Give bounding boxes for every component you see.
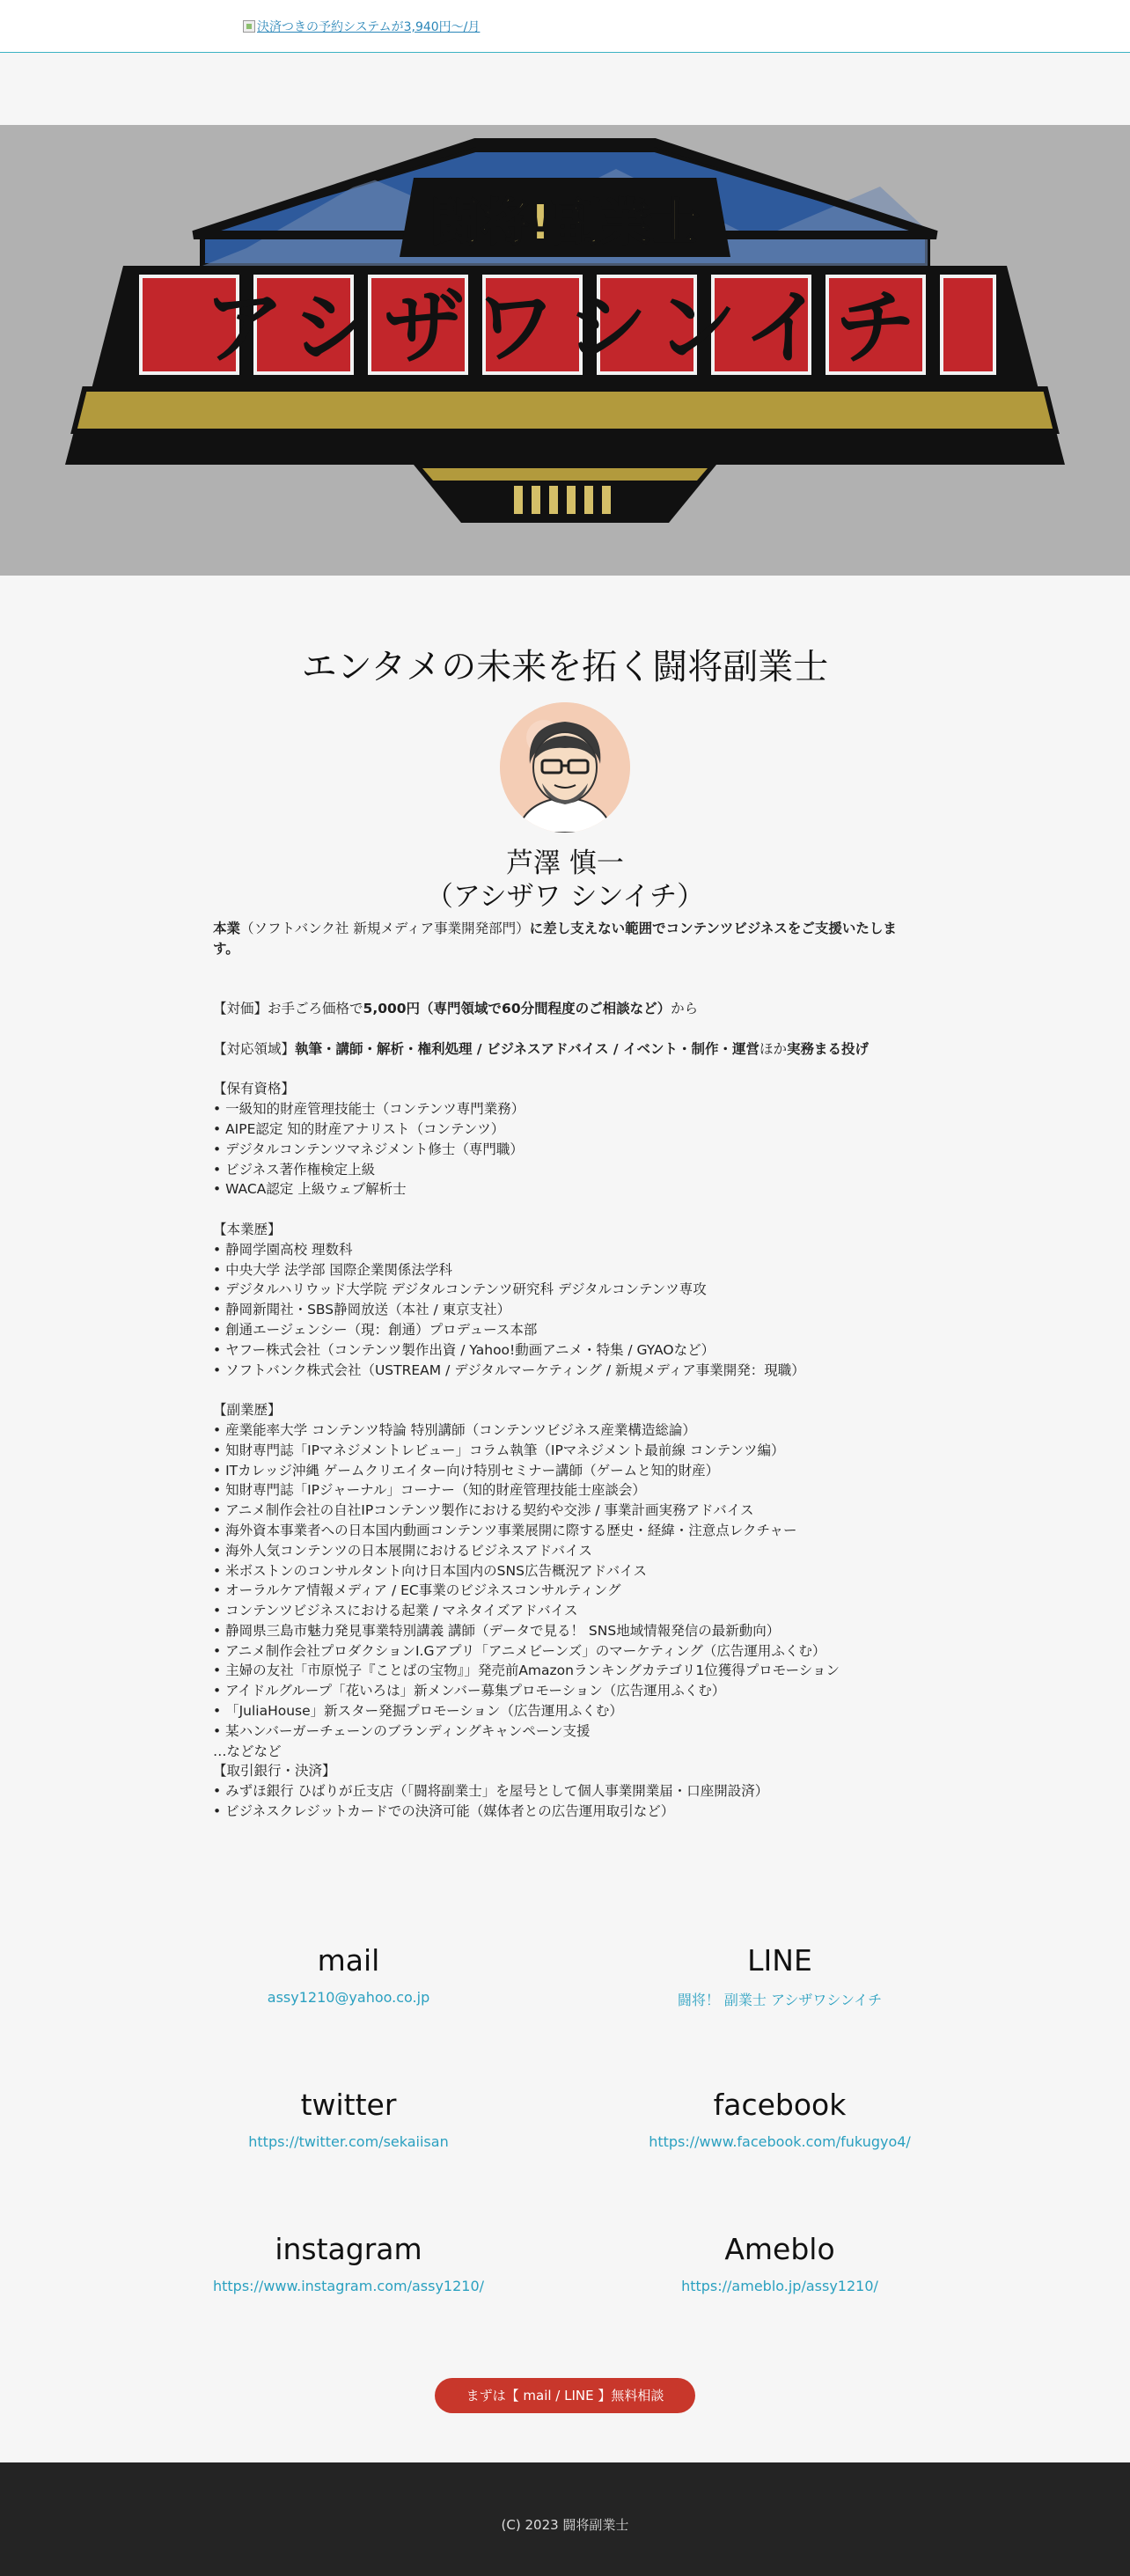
contact-instagram: [102, 2232, 595, 2294]
facebook-link[interactable]: https://www.facebook.com/fukugyo4/: [649, 2133, 911, 2150]
line-link[interactable]: 闘将！ 副業士 アシザワシンイチ: [677, 1992, 883, 2008]
ameblo-label: Ameblo: [724, 2232, 835, 2266]
instagram-label: instagram: [275, 2232, 422, 2266]
side-job-heading: 【副業歴】: [213, 1402, 282, 1419]
list-item: • 静岡新聞社・SBS静岡放送（本社 / 東京支社）: [213, 1302, 511, 1318]
avatar-illustration: [500, 702, 630, 833]
list-item: • 中央大学 法学部 国際企業関係法学科: [213, 1261, 452, 1278]
profile-name: [0, 847, 1130, 914]
list-item: • デジタルハリウッド大学院 デジタルコンテンツ研究科 デジタルコンテンツ専攻: [213, 1281, 707, 1298]
contact-facebook: [533, 2088, 1026, 2150]
list-item: • 一級知的財産管理技能士（コンテンツ専門業務）: [213, 1101, 525, 1118]
list-item: • 知財専門誌「IPジャーナル」コーナー（知的財産管理技能士座談会）: [213, 1482, 646, 1499]
hero-banner: [0, 125, 1130, 576]
list-item: • アニメ制作会社の自社IPコンテンツ製作における契約や交渉 / 事業計画実務アドバイス: [213, 1502, 754, 1519]
logo-gold-bar: [74, 389, 1056, 431]
list-item: • コンテンツビジネスにおける起業 / マネタイズアドバイス: [213, 1603, 578, 1619]
ameblo-link[interactable]: https://ameblo.jp/assy1210/: [681, 2278, 878, 2294]
list-item: • ビジネス著作権検定上級: [213, 1161, 376, 1178]
contact-mail: [102, 1943, 595, 2006]
instagram-link[interactable]: https://www.instagram.com/assy1210/: [212, 2278, 485, 2294]
top-bar: [0, 0, 1130, 53]
name-kanji: 芦澤 慎一: [506, 848, 624, 879]
list-item: • 創通エージェンシー（現：創通）プロデュース本部: [213, 1321, 538, 1338]
avatar: [500, 702, 630, 833]
list-item: • 海外人気コンテンツの日本展開におけるビジネスアドバイス: [213, 1542, 592, 1559]
name-kana: （アシザワ シンイチ）: [425, 881, 705, 913]
list-item: • アニメ制作会社プロダクションI.Gアプリ「アニメビーンズ」のマーケティング（広告運用ふくむ）: [213, 1642, 826, 1659]
list-item: • みずほ銀行 ひばりが丘支店（「闘将副業士」を屋号として個人事業開業届・口座開設済）: [213, 1783, 769, 1800]
copyright: (C) 2023 闘将副業士: [501, 2517, 629, 2533]
list-item: • 米ボストンのコンサルタント向け日本国内のSNS広告概況アドバイス: [213, 1562, 647, 1579]
domain-line: 【対応領域】執筆・講師・解析・権利処理 / ビジネスアドバイス / イベント・制作・運営ほか実務まる投げ: [213, 1040, 870, 1057]
list-item: • 産業能率大学 コンテンツ特論 特別講師（コンテンツビジネス産業構造総論）: [213, 1421, 696, 1438]
contact-line: [533, 1943, 1026, 2009]
qualification-list: [213, 1099, 917, 1200]
logo-small-text: 闘将!副業士: [430, 194, 700, 252]
logo-big-text: アシザワシンイチ: [203, 281, 927, 375]
facebook-label: facebook: [713, 2088, 847, 2122]
twitter-label: twitter: [300, 2088, 397, 2122]
qualification-heading: 【保有資格】: [213, 1081, 296, 1097]
mail-link[interactable]: assy1210@yahoo.co.jp: [267, 1989, 430, 2006]
list-item: • 主婦の友社「市原悦子『ことばの宝物』」発売前Amazonランキングカテゴリ1位獲得プロモーション: [213, 1662, 840, 1679]
profile-body: [213, 919, 917, 1822]
list-item: • AIPE認定 知的財産アナリスト（コンテンツ）: [213, 1120, 505, 1137]
broken-image-icon: [243, 20, 255, 33]
contact-ameblo: [533, 2232, 1026, 2294]
list-item: • デジタルコンテンツマネジメント修士（専門職）: [213, 1141, 524, 1157]
list-item: • ITカレッジ沖縄 ゲームクリエイター向け特別セミナー講師（ゲームと知的財産）: [213, 1462, 720, 1479]
bank-list: [213, 1781, 917, 1822]
line-label: LINE: [747, 1943, 812, 1978]
career-heading: 【本業歴】: [213, 1221, 282, 1237]
list-item: • ビジネスクレジットカードでの決済可能（媒体者との広告運用取引など）: [213, 1803, 675, 1820]
list-item: • アイドルグループ「花いろは」新メンバー募集プロモーション（広告運用ふくむ）: [213, 1683, 726, 1699]
side-job-list: [213, 1420, 917, 1762]
list-item: • ソフトバンク株式会社（USTREAM / デジタルマーケティング / 新規メディア事業開発：現職）: [213, 1361, 805, 1378]
list-item: …などなど: [213, 1743, 282, 1759]
career-list: [213, 1240, 917, 1381]
list-item: • 知財専門誌「IPマネジメントレビュー」コラム執筆（IPマネジメント最前線 コンテンツ編）: [213, 1442, 785, 1458]
banner-text: 決済つきの予約システムが3,940円〜/月: [257, 20, 481, 34]
free-consult-button[interactable]: まずは【 mail / LINE 】無料相談: [435, 2378, 695, 2413]
list-item: • 某ハンバーガーチェーンのブランディングキャンペーン支援: [213, 1722, 591, 1739]
mail-label: mail: [317, 1943, 380, 1978]
twitter-link[interactable]: https://twitter.com/sekaiisan: [248, 2133, 449, 2150]
list-item: • WACA認定 上級ウェブ解析士: [213, 1181, 407, 1198]
bank-heading: 【取引銀行・決済】: [213, 1763, 336, 1780]
profile-lead: 本業（ソフトバンク社 新規メディア事業開発部門）に差し支えない範囲でコンテンツビジネスをご支援いたします。: [213, 921, 897, 957]
list-item: • 海外資本事業者への日本国内動画コンテンツ事業展開に際する歴史・経緯・注意点レクチャー: [213, 1522, 797, 1538]
list-item: • 静岡県三島市魅力発見事業特別講義 講師（データで見る！ SNS地域情報発信の最新動向）: [213, 1622, 781, 1639]
page-title: エンタメの未来を拓く闘将副業士: [301, 647, 829, 687]
list-item: • オーラルケア情報メディア / EC事業のビジネスコンサルティング: [213, 1582, 621, 1599]
list-item: • ヤフー株式会社（コンテンツ製作出資 / Yahoo!動画アニメ・特集 / GYAOなど）: [213, 1341, 715, 1358]
reservation-banner-link[interactable]: [243, 18, 480, 35]
hero-logo: [0, 125, 1130, 576]
list-item: • 「JuliaHouse」新スター発掘プロモーション（広告運用ふくむ）: [213, 1703, 623, 1720]
contact-twitter: [102, 2088, 595, 2150]
price-line: 【対価】お手ごろ価格で5,000円（専門領域で60分間程度のご相談など）から: [213, 1001, 699, 1017]
list-item: • 静岡学園高校 理数科: [213, 1241, 353, 1258]
